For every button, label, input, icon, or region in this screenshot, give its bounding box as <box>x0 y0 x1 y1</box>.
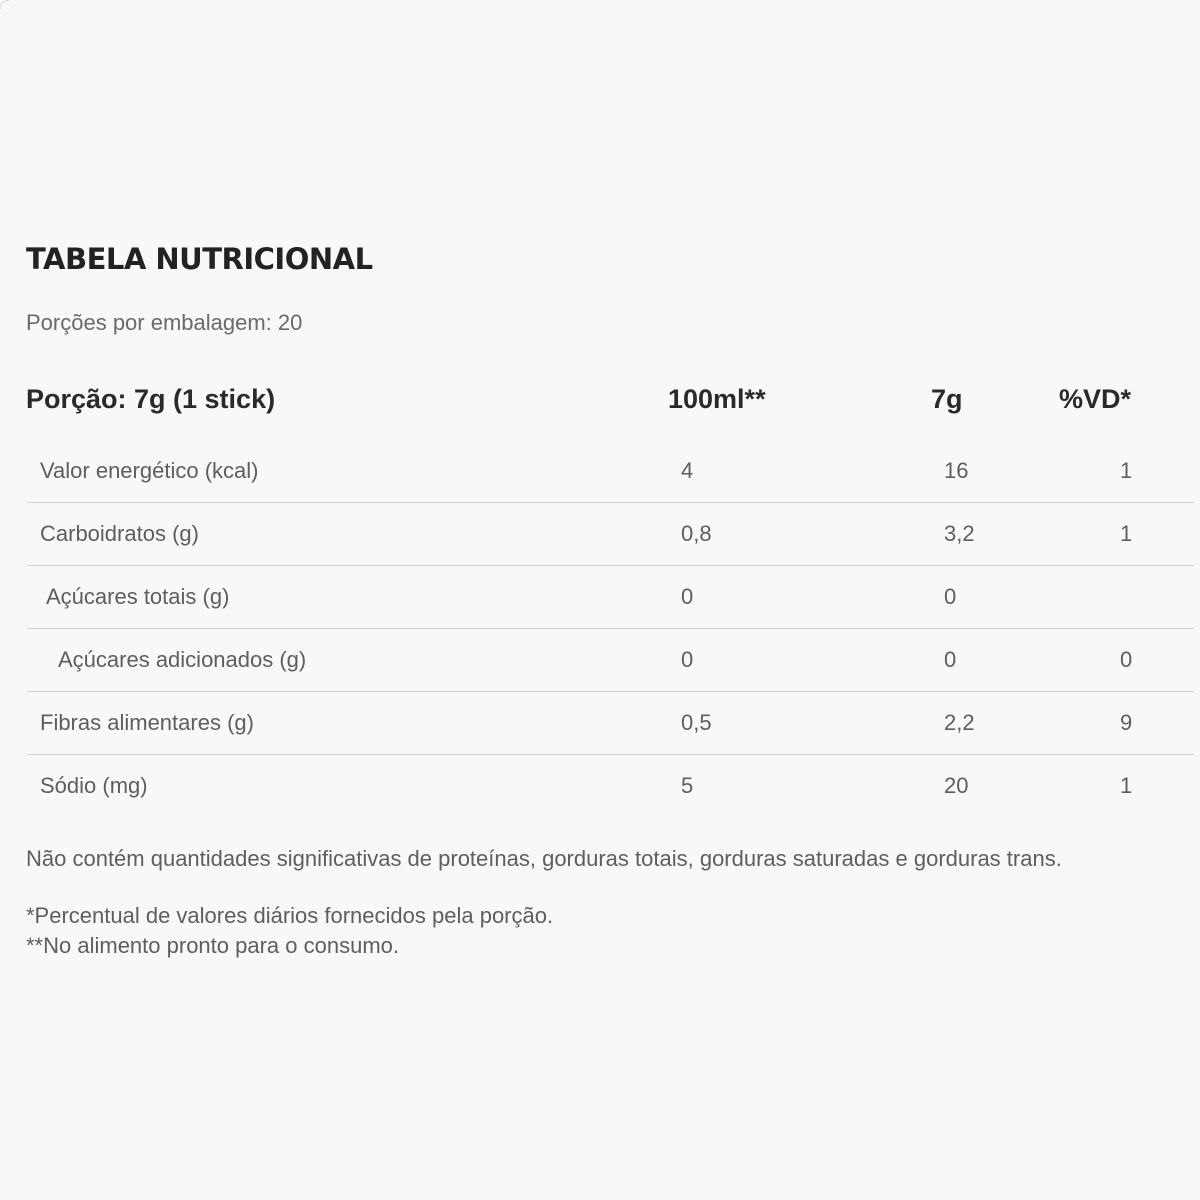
nutrient-label: Sódio (mg) <box>40 773 148 798</box>
value-100ml: 0,8 <box>681 521 712 546</box>
nutrient-label: Carboidratos (g) <box>40 521 199 546</box>
value-daily: 1 <box>1120 521 1133 546</box>
table-row <box>27 503 1194 566</box>
header-7g: 7g <box>931 384 963 414</box>
value-7g: 16 <box>944 458 969 483</box>
nutrient-label: Açúcares adicionados (g) <box>58 647 307 672</box>
value-7g: 3,2 <box>944 521 975 546</box>
value-daily: 0 <box>1120 647 1133 672</box>
value-daily: 9 <box>1120 710 1133 735</box>
panel-corner <box>0 0 9 9</box>
value-7g: 20 <box>944 773 969 798</box>
value-7g: 0 <box>944 584 957 609</box>
header-portion: Porção: 7g (1 stick) <box>26 384 276 414</box>
nutrition-table-header <box>26 384 1194 424</box>
value-daily: 1 <box>1120 773 1133 798</box>
value-100ml: 0 <box>681 647 694 672</box>
header-daily-value: %VD* <box>1059 384 1132 414</box>
footnote-ready-to-consume: **No alimento pronto para o consumo. <box>26 933 399 958</box>
nutrient-label: Açúcares totais (g) <box>46 584 230 609</box>
header-100ml: 100ml** <box>668 384 766 414</box>
servings-per-package: Porções por embalagem: 20 <box>26 310 303 335</box>
table-row <box>27 566 1194 629</box>
table-row <box>27 755 1194 817</box>
footnote-daily-value: *Percentual de valores diários fornecidos pela porção. <box>26 903 554 928</box>
value-7g: 2,2 <box>944 710 975 735</box>
page-title: TABELA NUTRICIONAL <box>26 242 373 276</box>
value-100ml: 4 <box>681 458 694 483</box>
nutrient-label: Valor energético (kcal) <box>40 458 259 483</box>
nutrient-label: Fibras alimentares (g) <box>40 710 254 735</box>
value-7g: 0 <box>944 647 957 672</box>
value-daily: 1 <box>1120 458 1133 483</box>
value-100ml: 5 <box>681 773 694 798</box>
table-row <box>27 629 1194 692</box>
nutrition-table <box>27 440 1194 817</box>
value-100ml: 0 <box>681 584 694 609</box>
table-row <box>27 692 1194 755</box>
table-row <box>27 440 1194 503</box>
value-100ml: 0,5 <box>681 710 712 735</box>
nutrition-note: Não contém quantidades significativas de proteínas, gorduras totais, gorduras saturadas e gorduras trans. <box>26 846 1062 871</box>
